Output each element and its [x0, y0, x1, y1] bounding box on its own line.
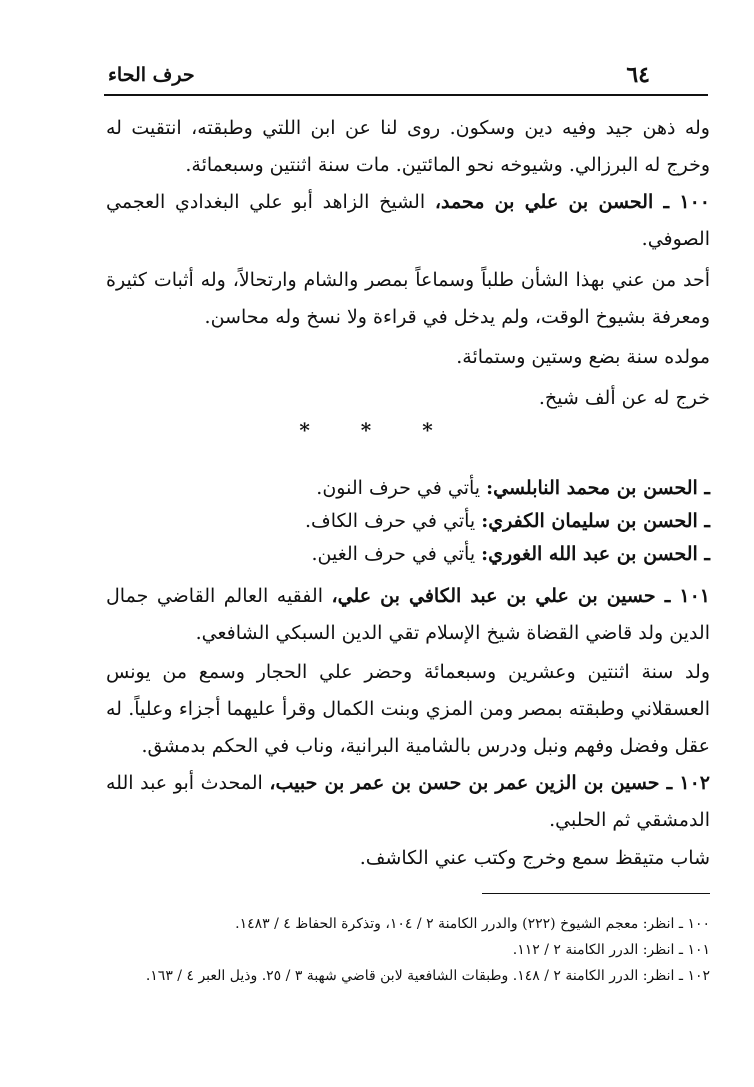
crossref-3-name: ـ الحسن بن عبد الله الغوري:: [481, 543, 710, 565]
entry-102-description: المحدث أبو عبد الله الدمشقي ثم الحلبي.: [106, 772, 710, 831]
entry-100-description: الشيخ الزاهد أبو علي البغدادي العجمي الصوفي.: [106, 191, 710, 250]
crossref-2-text: يأتي في حرف الكاف.: [304, 510, 482, 532]
crossref-3: [106, 536, 710, 573]
crossref-1-text: يأتي في حرف النون.: [316, 477, 487, 499]
crossref-2: [106, 503, 710, 540]
entry-101-paragraph: ولد سنة اثنتين وعشرين وسبعمائة وحضر علي الحجار وسمع من يونس العسقلاني وطبقته بمصر ومن المزي وبنت الكمال وقرأ عليهما أجزاء وعلياً. له عقل وفضل وفهم ونبل ودرس بالشامية البرانية، وناب في الحكم بدمشق.: [106, 661, 710, 757]
entry-100-note: خرج له عن ألف شيخ.: [538, 387, 710, 409]
entry-101-description: الفقيه العالم القاضي جمال الدين ولد قاضي القضاة شيخ الإسلام تقي الدين السبكي الشافعي.: [106, 585, 710, 644]
running-header-title: حرف الحاء: [108, 64, 195, 86]
crossref-2-name: ـ الحسن بن سليمان الكفري:: [481, 510, 710, 532]
entry-102-heading: ١٠٢ ـ حسين بن الزين عمر بن حسن بن عمر بن حبيب،: [269, 772, 710, 794]
footnote-rule: [482, 893, 710, 894]
crossref-1: [106, 470, 710, 507]
footnote-102: ١٠٢ ـ انظر: الدرر الكامنة ٢ / ١٤٨. وطبقات الشافعية لابن قاضي شهبة ٣ / ٢٥. وذيل العبر ٤ / ١٦٣.: [145, 968, 710, 984]
section-separator: * * *: [299, 418, 455, 442]
footnote-101: ١٠١ ـ انظر: الدرر الكامنة ٢ / ١١٢.: [512, 942, 710, 958]
entry-102-paragraph: شاب متيقظ سمع وخرج وكتب عني الكاشف.: [359, 847, 710, 869]
crossref-3-text: يأتي في حرف الغين.: [311, 543, 482, 565]
page-number: ٦٤: [626, 62, 650, 88]
entry-101-heading: ١٠١ ـ حسين بن علي بن عبد الكافي بن علي،: [331, 585, 710, 607]
footnote-100: ١٠٠ ـ انظر: معجم الشيوخ (٢٢٢) والدرر الكامنة ٢ / ١٠٤، وتذكرة الحفاظ ٤ / ١٤٨٣.: [235, 916, 710, 932]
entry-102: [106, 765, 710, 839]
paragraph-continuation: وله ذهن جيد وفيه دين وسكون. روى لنا عن ابن اللتي وطبقته، انتقيت له وخرج له البرزالي. وشيوخه نحو المائتين. مات سنة اثنتين وسبعمائة.: [106, 117, 710, 176]
header-rule: [104, 94, 708, 96]
entry-100-paragraph: أحد من عني بهذا الشأن طلباً وسماعاً بمصر والشام وارتحالاً، وله أثبات كثيرة ومعرفة بشيوخ الوقت، ولم يدخل في قراءة ولا نسخ وله محاسن.: [106, 269, 710, 328]
entry-101: [106, 578, 710, 652]
crossref-1-name: ـ الحسن بن محمد النابلسي:: [486, 477, 710, 499]
entry-100-heading: ١٠٠ ـ الحسن بن علي بن محمد،: [434, 191, 711, 213]
entry-100-birth: مولده سنة بضع وستين وستمائة.: [456, 346, 710, 368]
entry-100: [106, 184, 710, 258]
